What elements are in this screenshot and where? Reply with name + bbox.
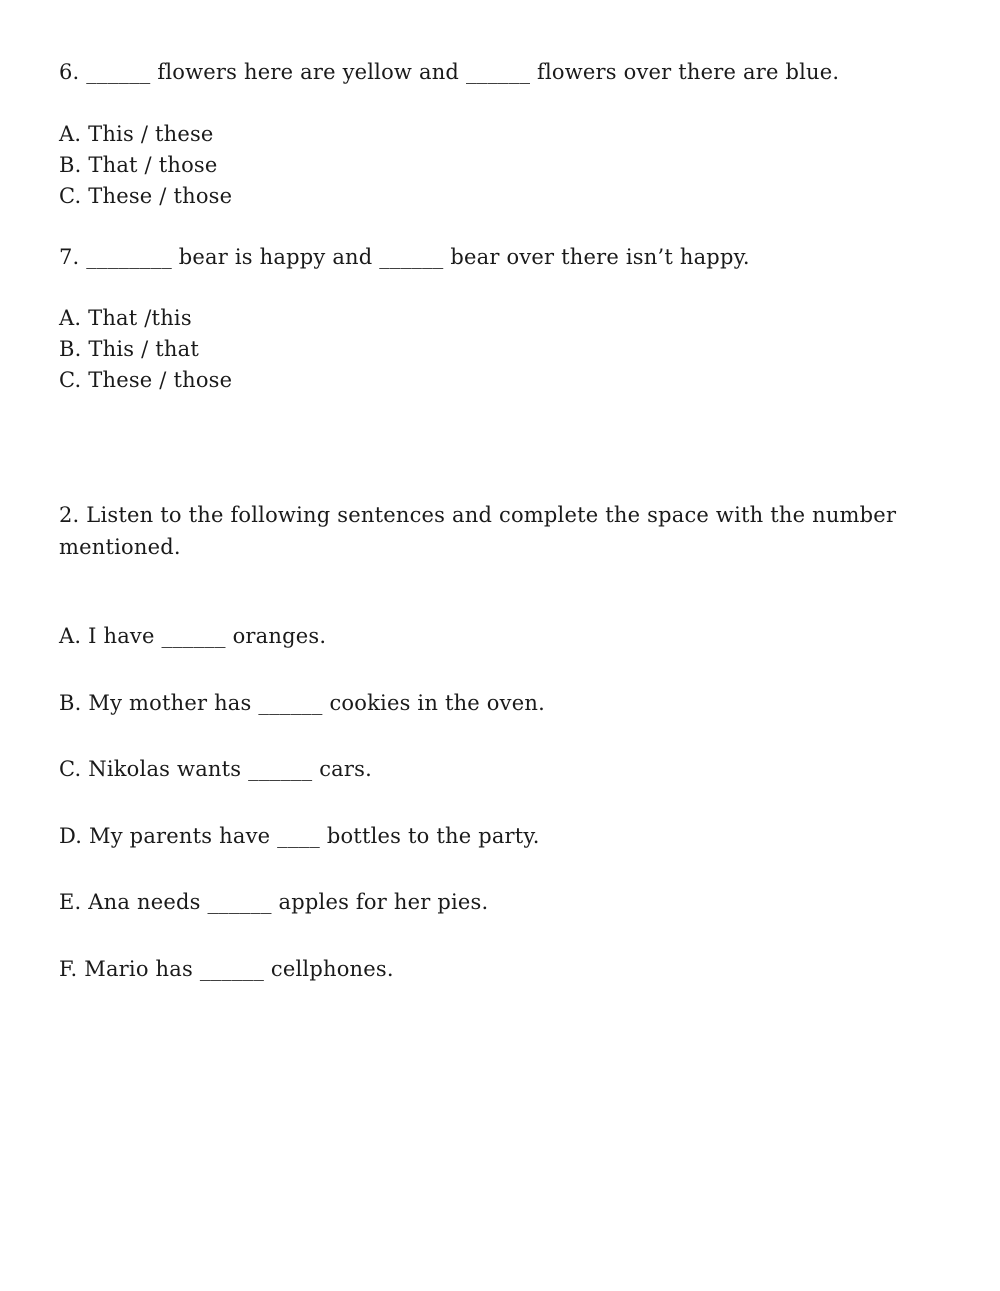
q7-option-c: C. These / those xyxy=(59,368,233,392)
fill-item-e: E. Ana needs ______ apples for her pies. xyxy=(59,890,489,914)
fill-item-b: B. My mother has ______ cookies in the oven. xyxy=(59,691,545,715)
fill-item-d: D. My parents have ____ bottles to the party. xyxy=(59,824,540,848)
question-6: 6. ______ flowers here are yellow and ______ flowers over there are blue. xyxy=(59,60,840,84)
q6-option-c: C. These / those xyxy=(59,184,233,208)
section-2-instruction: 2. Listen to the following sentences and complete the space with the number mentioned. xyxy=(59,503,897,559)
fill-item-f: F. Mario has ______ cellphones. xyxy=(59,957,394,981)
q6-option-b: B. That / those xyxy=(59,153,218,177)
fill-item-c: C. Nikolas wants ______ cars. xyxy=(59,757,372,781)
q6-option-a: A. This / these xyxy=(59,122,214,146)
question-7: 7. ________ bear is happy and ______ bear over there isn’t happy. xyxy=(59,245,750,269)
q7-option-a: A. That /this xyxy=(59,306,192,330)
q7-option-b: B. This / that xyxy=(59,337,199,361)
fill-item-a: A. I have ______ oranges. xyxy=(59,624,327,648)
